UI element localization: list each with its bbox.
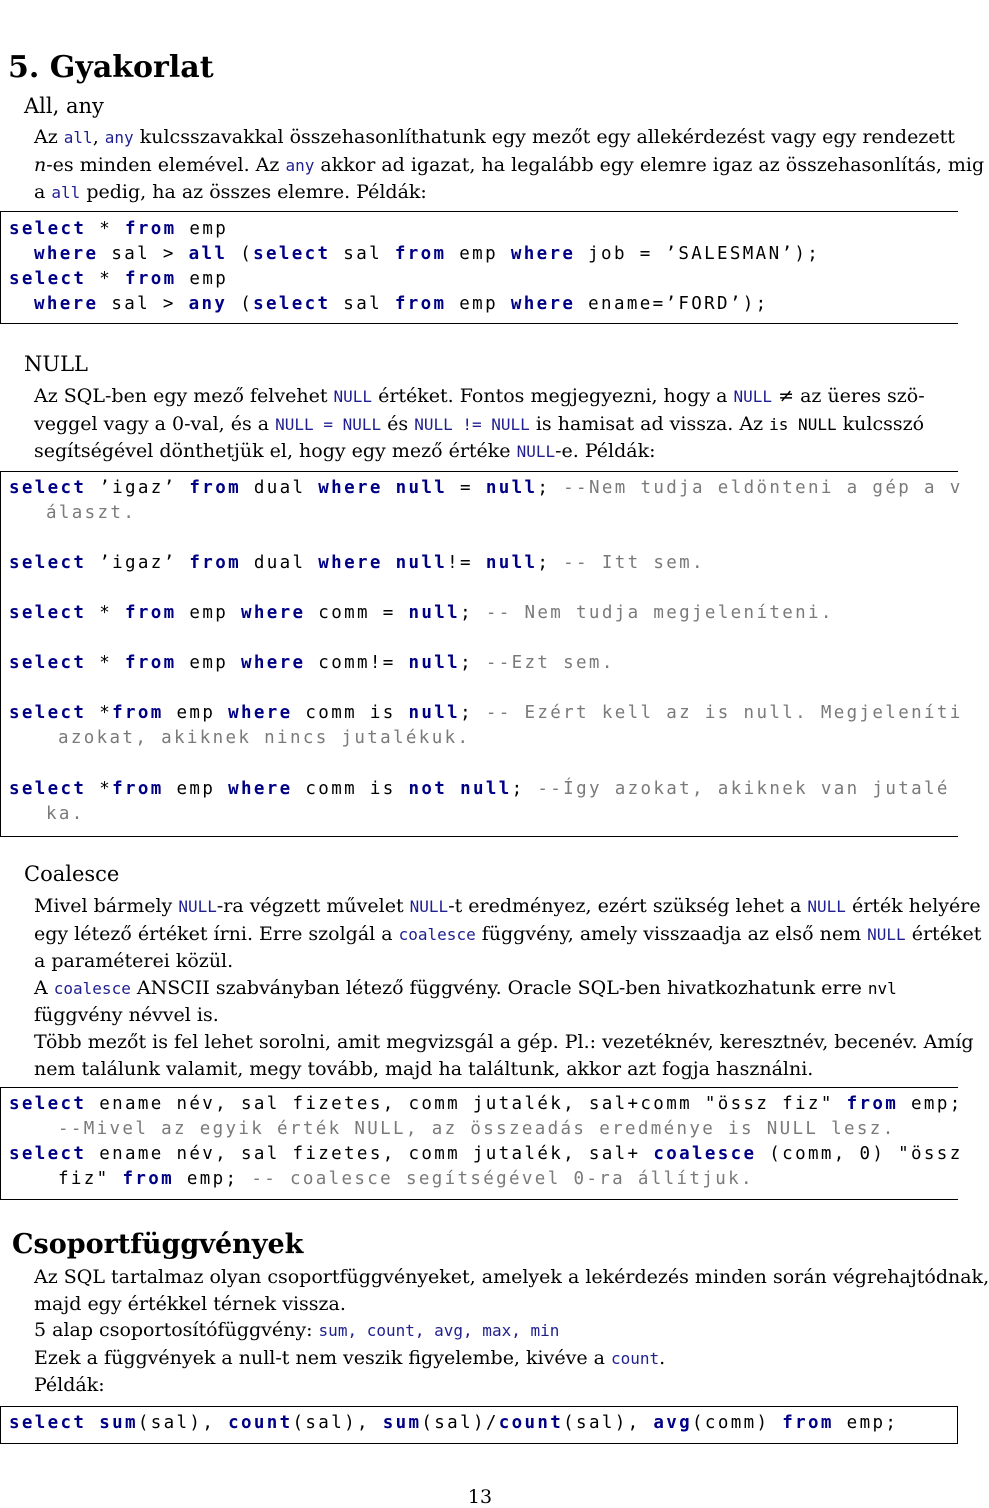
section-title: 5. Gyakorlat — [8, 50, 214, 85]
code-line: --Mivel az egyik érték NULL, az összeadás eredménye is NULL lesz. — [58, 1119, 896, 1139]
subsection-title-all-any: All, any — [24, 94, 104, 118]
paragraph-coalesce: Mivel bármely NULL-ra végzett művelet NULL-t eredményez, ezért szükség lehet a NULL érték helyére egy létező értéket írni. Erre szolgál a coalesce függvény, amely visszaadja az első nem NULL értéket a paraméterei közül. A coalesce ANSCII szabványban létező függvény. Oracle SQL-ben hivatkozhatunk erre nvl függvény névvel is. Több mezőt is fel lehet sorolni, amit megvizsgál a gép. Pl.: vezetéknév, keresztnév, becenév. Amíg nem találunk valamit, megy tovább, majd ha találtunk, akkor azt fogja használni. — [34, 895, 982, 1080]
subsection-title-coalesce: Coalesce — [24, 862, 120, 886]
code-line: where sal > all (select sal from emp where job = ’SALESMAN’); — [34, 244, 821, 264]
code-line: select sum(sal), count(sal), sum(sal)/count(sal), avg(comm) from emp; — [9, 1413, 899, 1433]
code-line: select ename név, sal fizetes, comm jutalék, sal+ coalesce (comm, 0) "össz — [9, 1144, 963, 1164]
code-line: fiz" from emp; -- coalesce segítségével 0-ra állítjuk. — [58, 1169, 754, 1189]
subsection-title-null: NULL — [24, 352, 88, 376]
code-line: ka. — [46, 804, 85, 824]
code-line: select ’igaz’ from dual where null!= null; -- Itt sem. — [9, 553, 705, 573]
code-line: álaszt. — [46, 503, 137, 523]
subsection-title-group-functions: Csoportfüggvények — [12, 1229, 304, 1260]
code-line: where sal > any (select sal from emp where ename=’FORD’); — [34, 294, 769, 314]
code-line: select * from emp where comm!= null; --Ezt sem. — [9, 653, 615, 673]
paragraph-null: Az SQL-ben egy mező felvehet NULL értéket. Fontos megjegyezni, hogy a NULL ≠ az üeres szö- veggel vagy a 0-val, és a NULL = NULL és NULL != NULL is hamisat ad vissza. Az is NULL kulcsszó segítségével dönthetjük el, hogy egy mező értéke NULL-e. Példák: — [34, 385, 925, 463]
page-number: 13 — [467, 1486, 493, 1508]
code-line: select * from emp where comm = null; -- Nem tudja megjeleníteni. — [9, 603, 834, 623]
code-line: select * from emp — [9, 269, 229, 289]
code-line: select * from emp — [9, 219, 229, 239]
paragraph-all-any: Az all, any kulcsszavakkal összehasonlíthatunk egy mezőt egy allekérdezést vagy egy rendezett n-es minden elemével. Az any akkor ad igazat, ha legalább egy elemre igaz az összehasonlítás, mig a all pedig, ha az összes elemre. Példák: — [34, 126, 985, 204]
code-line: select *from emp where comm is null; -- Ezért kell az is null. Megjeleníti — [9, 703, 963, 723]
code-line: select ename név, sal fizetes, comm jutalék, sal+comm "össz fiz" from emp; — [9, 1094, 963, 1114]
code-line: select ’igaz’ from dual where null = null; --Nem tudja eldönteni a gép a v — [9, 478, 963, 498]
code-line: select *from emp where comm is not null; --Így azokat, akiknek van jutalé — [9, 779, 950, 799]
paragraph-group-functions: Az SQL tartalmaz olyan csoportfüggvényeket, amelyek a lekérdezés minden során végrehajtódnak, majd egy értékkel térnek vissza. 5 alap csoportosítófüggvény: sum, count, avg, max, min Ezek a függvények a null-t nem veszik figyelembe, kivéve a count. Példák: — [34, 1266, 989, 1397]
code-line: azokat, akiknek nincs jutalékuk. — [58, 728, 471, 748]
